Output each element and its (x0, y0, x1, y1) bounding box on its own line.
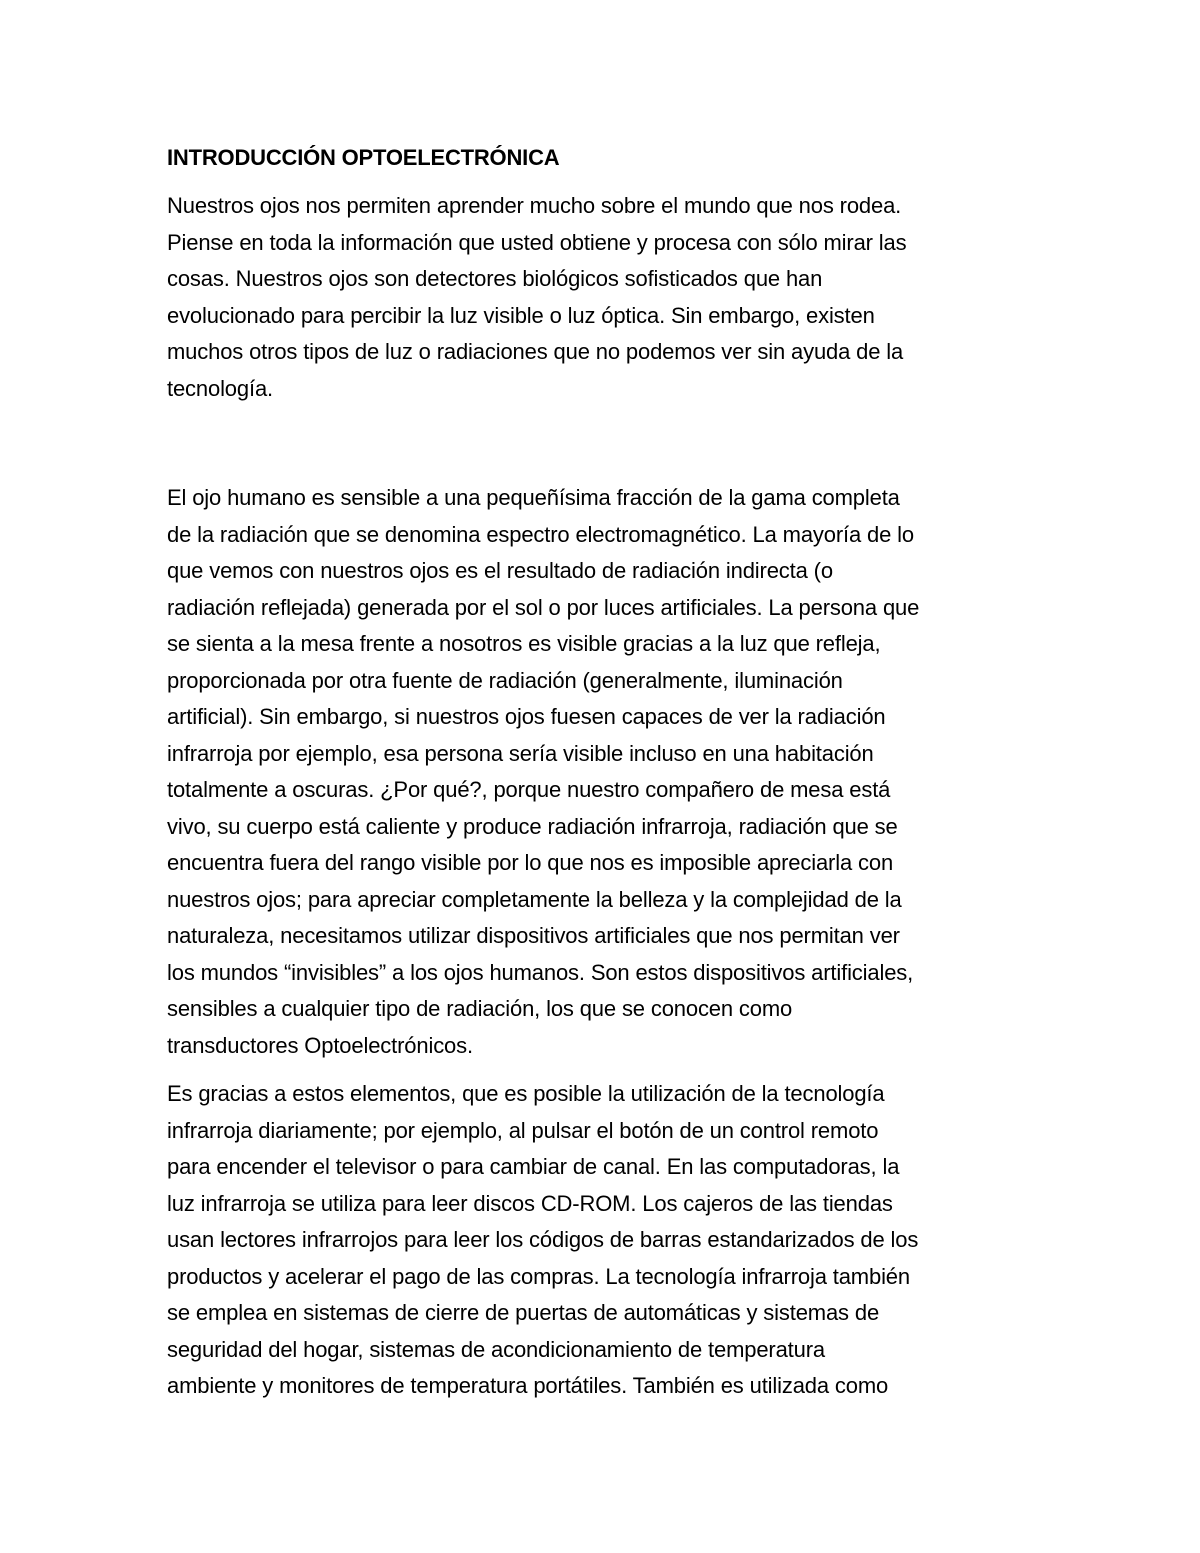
text-line: se sienta a la mesa frente a nosotros es visible gracias a la luz que refleja, (167, 631, 881, 656)
paragraph-infrared-uses (167, 1076, 1047, 1405)
text-line: naturaleza, necesitamos utilizar dispositivos artificiales que nos permitan ver (167, 923, 900, 948)
text-line: luz infrarroja se utiliza para leer discos CD-ROM. Los cajeros de las tiendas (167, 1190, 893, 1216)
text-line: totalmente a oscuras. ¿Por qué?, porque nuestro compañero de mesa está (167, 777, 891, 802)
text-line: ambiente y monitores de temperatura portátiles. También es utilizada como (167, 1373, 889, 1398)
text-line: El ojo humano es sensible a una pequeñísima fracción de la gama completa (167, 485, 900, 510)
text-line: seguridad del hogar, sistemas de acondicionamiento de temperatura (167, 1336, 825, 1362)
text-line: para encender el televisor o para cambiar de canal. En las computadoras, la (167, 1154, 900, 1179)
document-title: INTRODUCCIÓN OPTOELECTRÓNICA (167, 145, 560, 170)
text-line: productos y acelerar el pago de las compras. La tecnología infrarroja también (167, 1263, 910, 1289)
text-line: Nuestros ojos nos permiten aprender mucho sobre el mundo que nos rodea. (167, 193, 902, 218)
text-line: evolucionado para percibir la luz visible o luz óptica. Sin embargo, existen (167, 302, 875, 328)
text-line: nuestros ojos; para apreciar completamente la belleza y la complejidad de la (167, 886, 902, 912)
text-line: los mundos “invisibles” a los ojos humanos. Son estos dispositivos artificiales, (167, 959, 914, 985)
text-line: Es gracias a estos elementos, que es posible la utilización de la tecnología (167, 1081, 885, 1106)
text-line: infrarroja por ejemplo, esa persona sería visible incluso en una habitación (167, 740, 874, 766)
text-line: radiación reflejada) generada por el sol o por luces artificiales. La persona que (167, 594, 920, 620)
text-line: usan lectores infrarrojos para leer los códigos de barras estandarizados de los (167, 1227, 919, 1252)
text-line: encuentra fuera del rango visible por lo que nos es imposible apreciarla con (167, 850, 894, 875)
text-line: tecnología. (167, 375, 273, 401)
text-line: muchos otros tipos de luz o radiaciones que no podemos ver sin ayuda de la (167, 339, 904, 364)
paragraph-spacer (167, 407, 1047, 480)
text-line: proporcionada por otra fuente de radiación (generalmente, iluminación (167, 667, 843, 693)
text-line: sensibles a cualquier tipo de radiación, los que se conocen como (167, 996, 793, 1021)
paragraph-eye-sensitivity (167, 480, 1047, 1064)
text-line: infrarroja diariamente; por ejemplo, al pulsar el botón de un control remoto (167, 1117, 879, 1143)
text-line: de la radiación que se denomina espectro electromagnético. La mayoría de lo (167, 521, 914, 547)
text-line: artificial). Sin embargo, si nuestros ojos fuesen capaces de ver la radiación (167, 704, 886, 729)
text-line: cosas. Nuestros ojos son detectores biológicos sofisticados que han (167, 266, 823, 291)
paragraph-spacer (167, 1064, 1047, 1076)
text-line: Piense en toda la información que usted obtiene y procesa con sólo mirar las (167, 229, 907, 255)
document-body (167, 140, 1047, 1405)
paragraph-intro (167, 188, 1047, 407)
text-line: que vemos con nuestros ojos es el resultado de radiación indirecta (o (167, 558, 833, 583)
text-line: vivo, su cuerpo está caliente y produce radiación infrarroja, radiación que se (167, 813, 898, 839)
text-line: transductores Optoelectrónicos. (167, 1032, 473, 1058)
text-line: se emplea en sistemas de cierre de puertas de automáticas y sistemas de (167, 1300, 880, 1325)
